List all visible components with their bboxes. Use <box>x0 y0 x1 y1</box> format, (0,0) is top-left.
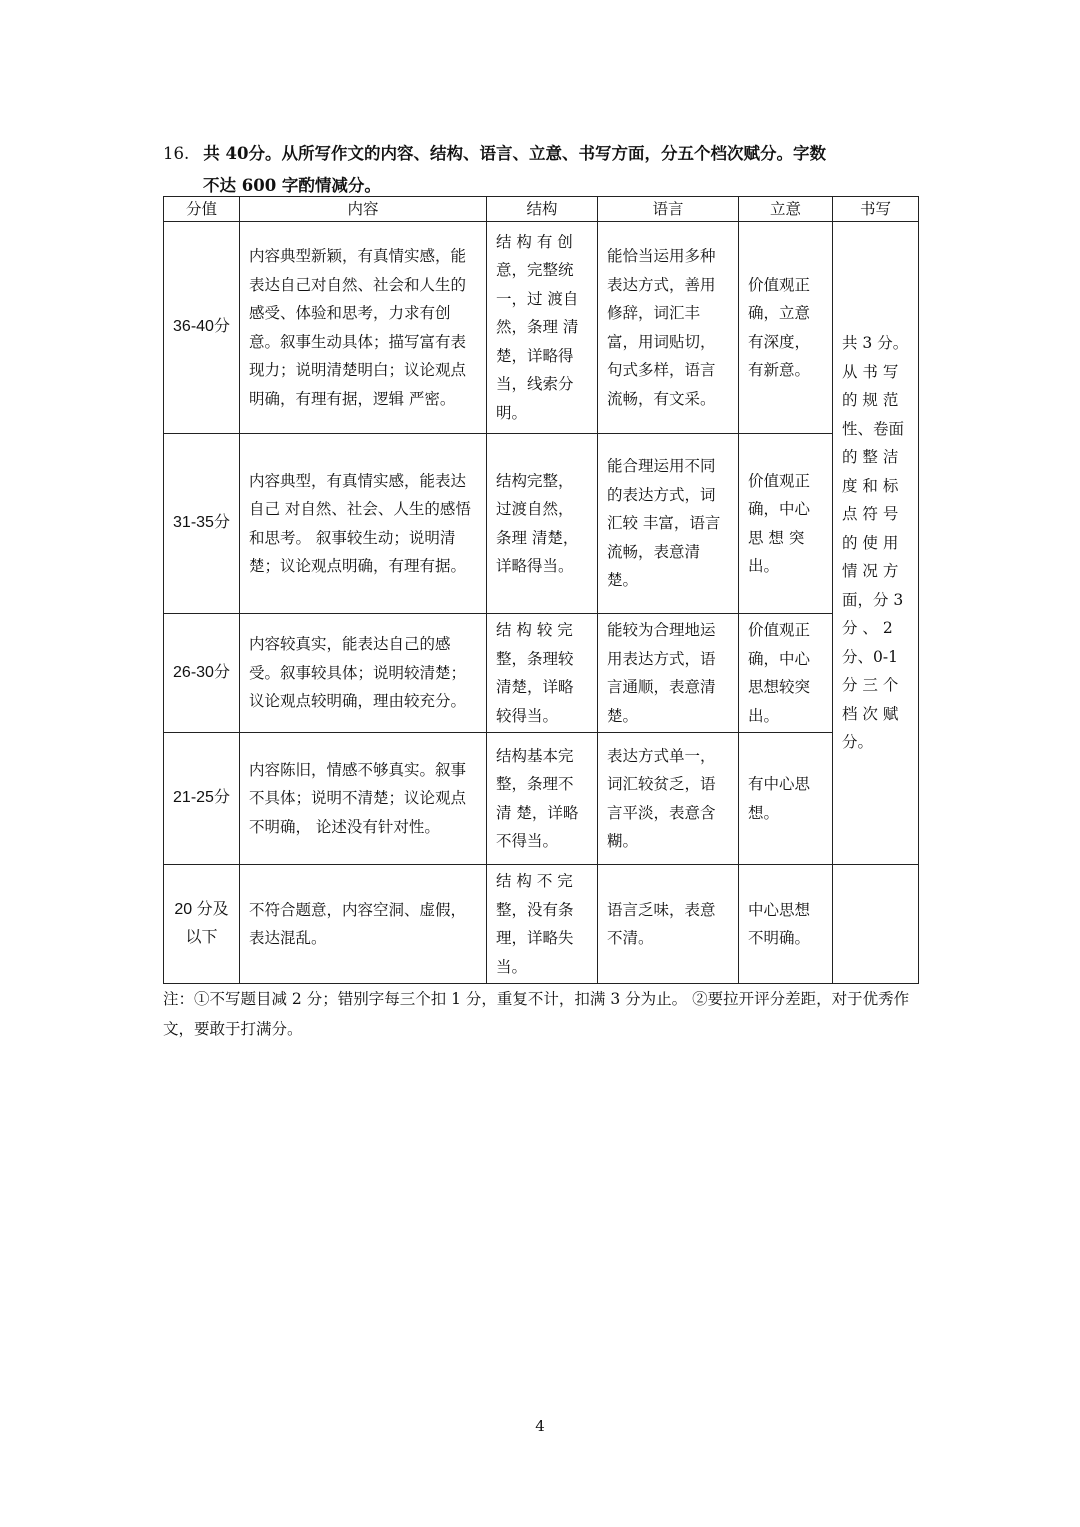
table-row <box>164 865 919 984</box>
content-cell: 内容较真实，能表达自己的感受。叙事较具体；说明较清楚；议论观点较明确，理由较充分。 <box>240 614 487 733</box>
language-cell: 能合理运用不同的表达方式，词汇较 丰富，语言流畅，表意清楚。 <box>598 434 739 614</box>
structure-cell: 结构完整，过渡自然，条理 清楚，详略得当。 <box>487 434 598 614</box>
question-heading <box>163 138 923 202</box>
question-line-2: 不达 600 字酌情减分。 <box>203 176 381 195</box>
writing-cell: 共 3 分。从 书 写 的 规 范 性、卷面 的 整 洁 度 和 标 点 符 号 的 使 用 情 况 方 面，分 3 分 、 2 分、0-1 分 三 个 档 次 赋 分。 <box>833 222 919 865</box>
score-cell: 20 分及 以下 <box>164 865 240 984</box>
header-score: 分值 <box>164 197 240 222</box>
header-writing: 书写 <box>833 197 919 222</box>
table-row <box>164 733 919 865</box>
header-structure: 结构 <box>487 197 598 222</box>
language-cell: 能较为合理地运用表达方式，语言通顺，表意清楚。 <box>598 614 739 733</box>
table-row <box>164 434 919 614</box>
theme-cell: 价值观正确，立意有深度，有新意。 <box>739 222 833 434</box>
page-number: 4 <box>535 1417 545 1435</box>
structure-cell: 结 构 有 创 意，完整统 一，过 渡自 然，条理 清楚，详略得当，线索分明。 <box>487 222 598 434</box>
structure-cell: 结构基本完整，条理不清 楚，详略不得当。 <box>487 733 598 865</box>
header-theme: 立意 <box>739 197 833 222</box>
language-cell: 语言乏味，表意不清。 <box>598 865 739 984</box>
content-cell: 内容典型新颖，有真情实感，能表达自己对自然、社会和人生的感受、体验和思考，力求有创意。叙事生动具体；描写富有表现力；说明清楚明白；议论观点明确，有理有据，逻辑 严密。 <box>240 222 487 434</box>
header-content: 内容 <box>240 197 487 222</box>
content-cell: 内容陈旧，情感不够真实。叙事不具体；说明不清楚；议论观点不明确， 论述没有针对性。 <box>240 733 487 865</box>
language-cell: 表达方式单一，词汇较贫乏，语言平淡，表意含糊。 <box>598 733 739 865</box>
score-cell: 31-35分 <box>164 434 240 614</box>
table-row <box>164 222 919 434</box>
footnote: 注：①不写题目减 2 分；错别字每三个扣 1 分，重复不计，扣满 3 分为止。 ②要拉开评分差距，对于优秀作文，要敢于打满分。 <box>163 990 910 1038</box>
question-line-1: 共 40分。从所写作文的内容、结构、语言、立意、书写方面，分五个档次赋分。字数 <box>203 144 826 163</box>
header-row <box>164 197 919 222</box>
writing-empty-cell <box>833 865 919 984</box>
theme-cell: 价值观正确，中心思想较突出。 <box>739 614 833 733</box>
scoring-rubric-table <box>163 196 919 984</box>
score-cell: 36-40分 <box>164 222 240 434</box>
score-cell: 21-25分 <box>164 733 240 865</box>
theme-cell: 有中心思想。 <box>739 733 833 865</box>
structure-cell: 结 构 不 完 整，没有条 理，详略失 当。 <box>487 865 598 984</box>
structure-cell: 结 构 较 完 整，条理较 清楚，详略较得当。 <box>487 614 598 733</box>
score-cell: 26-30分 <box>164 614 240 733</box>
theme-cell: 中心思想不明确。 <box>739 865 833 984</box>
content-cell: 内容典型，有真情实感，能表达自己 对自然、社会、人生的感悟和思考。 叙事较生动；说明清楚；议论观点明确，有理有据。 <box>240 434 487 614</box>
language-cell: 能恰当运用多种表达方式，善用修辞，词汇丰富，用词贴切，句式多样，语言流畅，有文采。 <box>598 222 739 434</box>
content-cell: 不符合题意，内容空洞、虚假，表达混乱。 <box>240 865 487 984</box>
header-language: 语言 <box>598 197 739 222</box>
theme-cell: 价值观正确，中心 思 想 突出。 <box>739 434 833 614</box>
question-number: 16. <box>163 144 190 163</box>
table-row <box>164 614 919 733</box>
